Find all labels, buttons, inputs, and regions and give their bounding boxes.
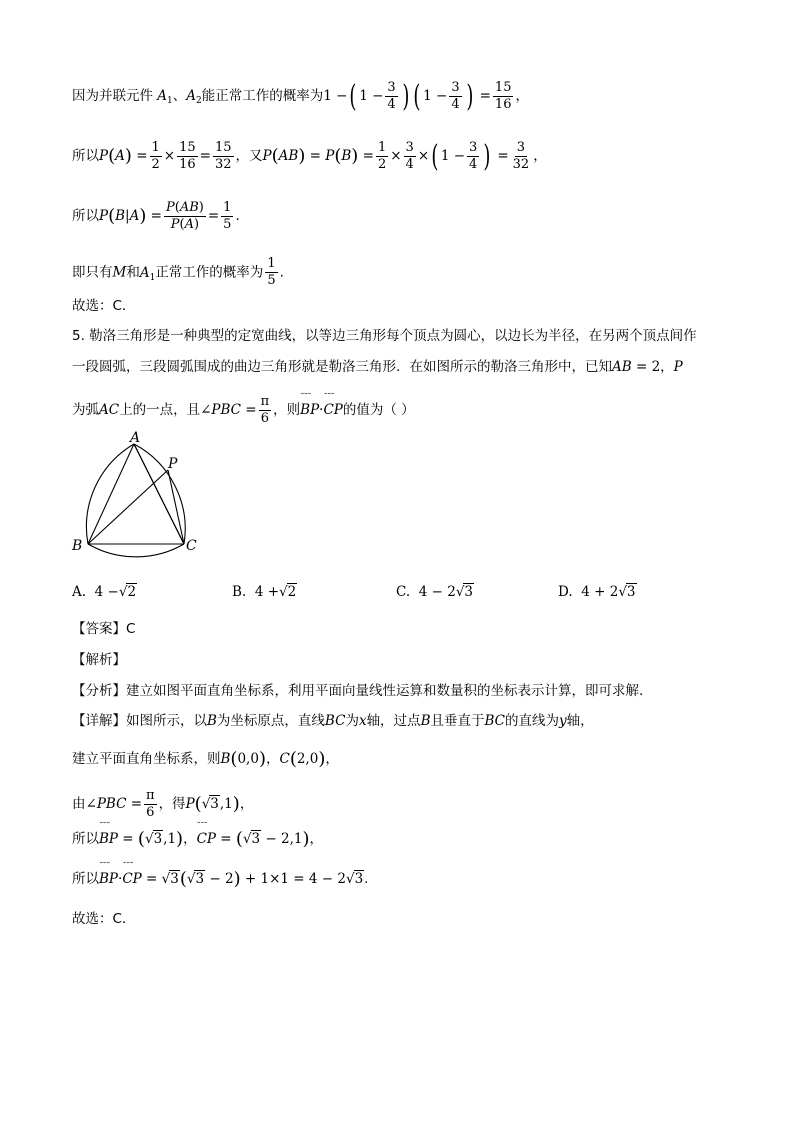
text: . xyxy=(279,264,284,281)
vector-bp: ˘˘˘ BP xyxy=(300,401,319,419)
math-a2: $A_2$ xyxy=(186,88,202,106)
text: ， xyxy=(325,751,339,767)
text: 、 xyxy=(172,88,187,104)
math-p: P(√3,1) xyxy=(185,793,240,815)
math-m: M xyxy=(112,264,127,281)
label-p: P xyxy=(168,456,178,472)
text: 轴， xyxy=(566,713,594,729)
option-d[interactable] xyxy=(558,584,637,600)
prev-line-2 xyxy=(72,140,547,173)
analysis-xiangjie-1: 【详解】如图所示，以B为坐标原点，直线BC为x轴，过点B且垂直于BC的直线为y轴， xyxy=(72,713,594,729)
option-letter: B. xyxy=(232,584,247,600)
vector-cp: ˘˘˘ CP xyxy=(323,401,342,419)
option-a[interactable] xyxy=(72,584,137,600)
vector-cp: ˘˘˘ CP xyxy=(122,870,141,888)
math-expr: P(AB) = P(B) = $\frac{1}{2}$ × $\frac{3}{4}$ ×( 1 − $\frac{3}{4}$ ) = $\frac{3}{32}$ xyxy=(262,138,530,174)
answer-tag: 【答案】 xyxy=(72,621,126,637)
option-expr: 4 − 2 xyxy=(418,584,456,600)
analysis-xiangjie-2 xyxy=(72,750,339,769)
question-line-1: 5. 勒洛三角形是一种典型的定宽曲线，以等边三角形每个顶点为圆心，以边长为半径，在另两个顶点间作 xyxy=(72,328,697,344)
text: 由 xyxy=(72,796,86,812)
analysis-fenxi xyxy=(72,682,643,700)
answer-line xyxy=(72,620,135,638)
option-c[interactable] xyxy=(396,584,474,600)
math-a1: $A_1$ xyxy=(157,88,173,106)
text: 的直线为 xyxy=(505,713,559,729)
text: 所以 xyxy=(72,831,99,847)
text: 为 xyxy=(345,713,359,729)
text: ， xyxy=(660,359,674,375)
text: ，又 xyxy=(235,148,263,164)
option-letter: A. xyxy=(72,584,87,600)
label-b: B xyxy=(72,538,83,554)
segment-ab xyxy=(88,444,134,544)
text: 且垂直于 xyxy=(430,713,485,729)
fenxi-tag: 【分析】 xyxy=(72,683,126,699)
option-expr: 4 + xyxy=(254,584,280,600)
text: 上的一点，且 xyxy=(119,402,201,418)
text: 如图所示，以 xyxy=(126,713,207,729)
math-b: B(0,0) xyxy=(220,748,266,770)
math-a1: $A_1$ xyxy=(139,264,156,283)
final-answer: 故选：C． xyxy=(72,911,136,927)
analysis-xiangjie-4: 所以˘˘˘ BP = (√3,1)，˘˘˘ CP = (√3 − 2,1)， xyxy=(72,830,323,849)
math-ab: AB = 2 xyxy=(612,359,661,375)
sqrt: √2 xyxy=(118,584,137,600)
text: 所以 xyxy=(72,871,99,887)
text: . xyxy=(364,871,369,887)
prev-line-4 xyxy=(72,256,284,289)
analysis-xiangjie-5: 所以˘˘˘ BP·˘˘˘ CP = √3(√3 − 2) + 1×1 = 4 − 2√3. xyxy=(72,870,368,889)
math-expr: 1 −( 1 − $\frac{3}{4}$ ) ( 1 − $\frac{3}{4}$ ) = $\frac{15}{16}$ xyxy=(323,78,512,114)
xiangjie-tag: 【详解】 xyxy=(72,713,126,729)
text: 为坐标原点，直线 xyxy=(216,713,325,729)
text: ， xyxy=(239,796,254,812)
answer-value: C xyxy=(126,621,136,637)
math-frac: $\frac{1}{5}$ xyxy=(267,256,276,288)
math-angle: ∠PBC = $\frac{\pi}{6}$ xyxy=(85,788,155,820)
math-expr: P(B|A) = $\frac{P(AB)}{P(A)}$ = $\frac{1}{5}$ xyxy=(99,200,232,232)
analysis-tag: 【解析】 xyxy=(72,652,126,668)
sqrt: √3 xyxy=(455,584,474,600)
text: ， xyxy=(515,88,529,104)
option-expr: 4 − xyxy=(94,584,119,600)
text: 一段圆弧，三段圆弧围成的曲边三角形就是勒洛三角形．在如图所示的勒洛三角形中，已知 xyxy=(72,359,612,375)
text: 所以 xyxy=(72,208,99,224)
arc-bc xyxy=(88,544,184,557)
text: 和 xyxy=(126,264,140,281)
math-c: C(2,0) xyxy=(279,748,326,770)
text: 轴，过点 xyxy=(366,713,421,729)
option-b[interactable] xyxy=(232,584,297,600)
text: 能正常工作的概率为 xyxy=(201,88,324,104)
sqrt: √3 xyxy=(618,584,636,600)
text: 即只有 xyxy=(72,264,113,281)
text: ， xyxy=(183,831,197,847)
text: . xyxy=(235,208,240,224)
question-line-3: 为弧AC上的一点，且∠PBC = $\frac{\pi}{6}$ ，则˘˘˘ BP·˘˘˘ CP的值为（ ） xyxy=(72,394,415,427)
analysis-xiangjie-3 xyxy=(72,788,253,821)
prev-line-3 xyxy=(72,200,240,233)
vector-bp: ˘˘˘ BP xyxy=(99,830,118,848)
label-a: A xyxy=(130,430,141,446)
math-ac: AC xyxy=(99,402,120,418)
text: 为弧 xyxy=(72,402,99,418)
option-expr: 4 + 2 xyxy=(581,584,619,600)
label-c: C xyxy=(186,538,197,554)
text: ，得 xyxy=(158,796,186,812)
prev-line-5: 故选：C． xyxy=(72,298,136,314)
question-line-2 xyxy=(72,358,683,376)
text: ， xyxy=(265,751,280,767)
text: ， xyxy=(533,148,547,164)
segment-bp xyxy=(88,470,168,544)
vector-cp: ˘˘˘ CP xyxy=(197,830,216,848)
math-expr: P(A) = $\frac{1}{2}$ × $\frac{15}{16}$ = $\frac{15}{32}$ xyxy=(99,140,232,172)
text: 建立平面直角坐标系，则 xyxy=(72,751,221,767)
text: 正常工作的概率为 xyxy=(155,264,264,281)
math-p: P xyxy=(673,359,683,375)
math-angle: ∠PBC = $\frac{\pi}{6}$ xyxy=(200,394,270,426)
sqrt: √2 xyxy=(279,584,297,600)
option-letter: D. xyxy=(558,584,573,600)
text: 因为并联元件 xyxy=(72,88,153,104)
vector-bp: ˘˘˘ BP xyxy=(99,870,118,888)
text: 的值为（ ） xyxy=(342,402,415,418)
prev-line-1 xyxy=(72,80,529,113)
reuleaux-figure xyxy=(68,430,218,560)
text: 建立如图平面直角坐标系，利用平面向量线性运算和数量积的坐标表示计算，即可求解. xyxy=(126,683,644,699)
option-letter: C. xyxy=(396,584,411,600)
text: 所以 xyxy=(72,148,99,164)
text: ， xyxy=(309,831,324,847)
text: ，则 xyxy=(273,402,301,418)
segment-pc xyxy=(168,470,184,544)
